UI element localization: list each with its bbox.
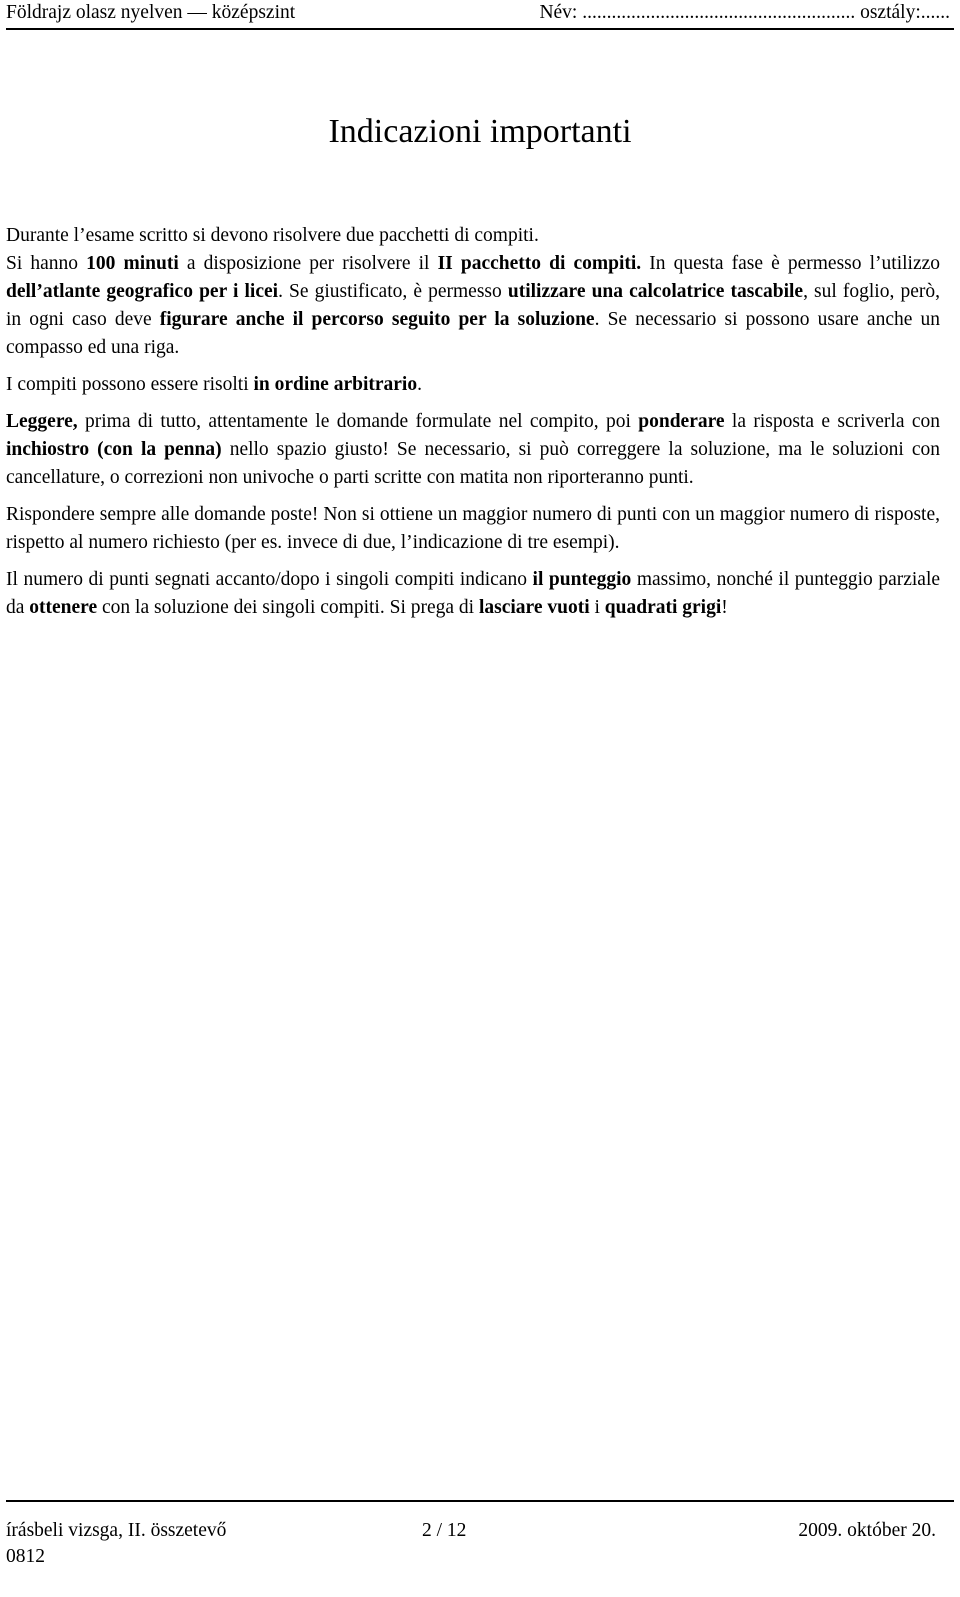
page-title: Indicazioni importanti bbox=[328, 113, 632, 150]
body-text: Il numero di punti segnati accanto/dopo i singoli compiti indicano bbox=[6, 569, 533, 590]
emphasis-text: dell’atlante geografico per i licei bbox=[6, 281, 279, 302]
body-text: . Se giustificato, è permesso bbox=[278, 281, 508, 302]
emphasis-text: Leggere, bbox=[6, 411, 78, 432]
footer-exam-part: írásbeli vizsga, II. összetevő bbox=[6, 1520, 227, 1541]
page-footer bbox=[6, 1500, 954, 1570]
emphasis-text: il punteggio bbox=[532, 569, 632, 590]
footer-page-number: 2 / 12 bbox=[422, 1520, 467, 1541]
paragraph-time-tools bbox=[6, 250, 940, 362]
instructions-body bbox=[6, 222, 940, 631]
header-name-class-field: Név: ........................................................ osztály:...... bbox=[539, 2, 950, 23]
emphasis-text: ottenere bbox=[29, 597, 98, 618]
body-text: Durante l’esame scritto si devono risolvere due pacchetti di compiti. bbox=[6, 225, 539, 246]
body-text: nello spazio giusto! Se necessario, si può correggere la soluzione, ma le soluzioni con cancellature, o correzioni non univoche o parti scritte con matita non riporteranno punti. bbox=[6, 439, 940, 488]
paragraph-order bbox=[6, 371, 940, 399]
body-text: a disposizione per risolvere il bbox=[178, 253, 438, 274]
body-text: . bbox=[417, 374, 422, 395]
emphasis-text: II pacchetto di compiti. bbox=[437, 253, 642, 274]
body-text: prima di tutto, attentamente le domande formulate nel compito, poi bbox=[77, 411, 639, 432]
body-text: Si hanno bbox=[6, 253, 87, 274]
emphasis-text: ponderare bbox=[638, 411, 725, 432]
body-text: . Se necessario si possono usare anche un compasso ed una riga. bbox=[6, 309, 941, 358]
page-header bbox=[6, 0, 954, 30]
body-text: la risposta e scriverla con bbox=[724, 411, 940, 432]
paragraph-answers bbox=[6, 501, 940, 557]
body-text: In questa fase è permesso l’utilizzo bbox=[641, 253, 941, 274]
body-text: , sul foglio, però, in ogni caso deve bbox=[6, 281, 940, 330]
body-text: I compiti possono essere risolti bbox=[6, 374, 254, 395]
body-text: ! bbox=[721, 597, 728, 618]
emphasis-text: utilizzare una calcolatrice tascabile bbox=[507, 281, 804, 302]
paragraph-reading bbox=[6, 408, 940, 492]
body-text: con la soluzione dei singoli compiti. Si prega di bbox=[97, 597, 479, 618]
emphasis-text: inchiostro (con la penna) bbox=[6, 439, 222, 460]
body-text: Rispondere sempre alle domande poste! Non si ottiene un maggior numero di punti con un maggior numero di risposte, rispetto al numero richiesto (per es. invece di due, l’indicazione di tre esempi). bbox=[6, 504, 940, 553]
paragraph-intro bbox=[6, 222, 940, 250]
body-text: i bbox=[589, 597, 605, 618]
body-text: massimo, nonché il punteggio parziale da bbox=[6, 569, 941, 618]
footer-code: 0812 bbox=[6, 1546, 45, 1567]
paragraph-points bbox=[6, 566, 940, 622]
emphasis-text: 100 minuti bbox=[86, 253, 179, 274]
emphasis-text: figurare anche il percorso seguito per la soluzione bbox=[159, 309, 595, 330]
emphasis-text: lasciare vuoti bbox=[478, 597, 590, 618]
header-subject: Földrajz olasz nyelven — középszint bbox=[6, 2, 296, 23]
emphasis-text: in ordine arbitrario bbox=[253, 374, 418, 395]
footer-date: 2009. október 20. bbox=[798, 1520, 936, 1541]
emphasis-text: quadrati grigi bbox=[604, 597, 722, 618]
